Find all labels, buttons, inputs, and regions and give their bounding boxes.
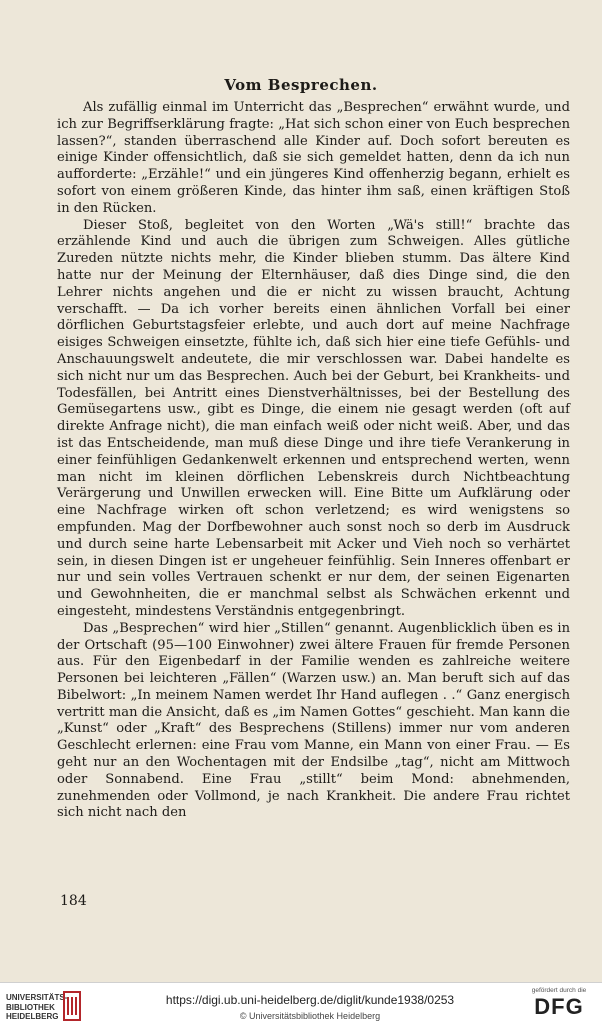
library-name-line3: HEIDELBERG	[6, 1012, 59, 1021]
dfg-caption: gefördert durch die	[531, 987, 587, 994]
permalink-url[interactable]: https://digi.ub.uni-heidelberg.de/diglit/kunde1938/0253	[165, 993, 455, 1007]
dfg-logo[interactable]	[524, 987, 594, 1020]
copyright-notice: © Universitätsbibliothek Heidelberg	[239, 1011, 381, 1021]
library-seal-icon	[62, 991, 82, 1021]
page-heading: Vom Besprechen.	[224, 76, 378, 94]
paragraph-1: Als zufällig einmal im Unterricht das „Besprechen“ erwähnt wurde, und ich zur Begriffserklärung fragte: „Hat sich schon einer von Euch besprechen lassen?“, standen überraschend alle Kinder auf. Doch sofort bereuten es einige Kinder offensichtlich, daß sie sich gemeldet hatten, denn da ich nun aufforderte: „Erzähle!“ und ein jüngeres Kind offenherzig begann, erhielt es sofort von einem größeren Kinde, das hinter ihm saß, einen kräftigen Stoß in den Rücken.	[57, 100, 570, 216]
paragraph-2: Dieser Stoß, begleitet von den Worten „Wä's still!“ brachte das erzählende Kind und auch die übrigen zum Schweigen. Alles gütliche Zureden nützte nichts mehr, die Kinder blieben stumm. Das ältere Kind hatte nur der Meinung der Elternhäuser, daß dies Dinge sind, die den Lehrer nichts angehen und die er nicht zu wissen braucht, Achtung verschafft. — Da ich vorher bereits einen ähnlichen Vorfall bei einer dörflichen Geburtstagsfeier erlebte, und auch dort auf meine Nachfrage eisiges Schweigen einsetzte, fühlte ich, daß sich hier eine tiefe Gefühls- und Anschauungswelt andeutete, die mir verschlossen war. Dabei handelte es sich nicht nur um das Besprechen. Auch bei der Geburt, bei Krankheits- und Todesfällen, bei Antritt eines Dienstverhältnisses, bei der Bestellung des Gemüsegartens usw., gibt es Dinge, die einem nie gesagt werden (oft auf direkte Anfrage nicht), die man einfach weiß oder nicht weiß. Aber, und das ist das Entscheidende, man muß diese Dinge und ihre tiefe Verankerung in einer feinfühligen Gedankenwelt erkennen und entsprechend werten, wenn man nicht im kleinen dörflichen Lebenskreis durch Nichtbeachtung Verärgerung und Unwillen erwecken will. Eine Bitte um Aufklärung oder eine Nachfrage wirken oft schon verletzend; es wird wenigstens so empfunden. Mag der Dorfbewohner auch sonst noch so derb im Ausdruck und durch seine harte Lebensarbeit mit Acker und Vieh noch so verhärtet sein, in diesen Dingen ist er ungeheuer feinfühlig. Sein Inneres offenbart er nur und sein volles Vertrauen schenkt er nur dem, der seinen Eigenarten und Gewohnheiten, die er manchmal selbst als Schwächen erkennt und eingesteht, mindestens Verständnis entgegenbringt.	[57, 217, 570, 619]
dfg-wordmark: DFG	[534, 994, 584, 1019]
library-name-line1: UNIVERSITÄTS-	[6, 993, 68, 1002]
library-name-line2: BIBLIOTHEK	[6, 1002, 55, 1012]
body-text	[57, 100, 570, 822]
paragraph-3: Das „Besprechen“ wird hier „Stillen“ genannt. Augenblicklich üben es in der Ortschaft (95—100 Einwohner) zwei ältere Frauen für fremde Personen aus. Für den Eigenbedarf in der Familie wenden es zahlreiche weitere Personen bei leichteren „Fällen“ (Warzen usw.) an. Man beruft sich auf das Bibelwort: „In meinem Namen werdet Ihr Hand auflegen . .“ Ganz energisch vertritt man die Ansicht, daß es „im Namen Gottes“ geschieht. Man kann die „Kunst“ oder „Kraft“ des Besprechens (Stillens) immer nur vom anderen Geschlecht erlernen: eine Frau vom Manne, ein Mann von einer Frau. — Es geht nur an den Wochentagen mit der Endsilbe „tag“, nicht am Mittwoch oder Sonnabend. Eine Frau „stillt“ beim Mond: abnehmenden, zunehmenden oder Vollmond, je nach Krankheit. Die andere Frau richtet sich nicht nach den	[57, 620, 570, 821]
viewer-footer	[0, 982, 602, 1034]
page-number: 184	[60, 893, 87, 909]
